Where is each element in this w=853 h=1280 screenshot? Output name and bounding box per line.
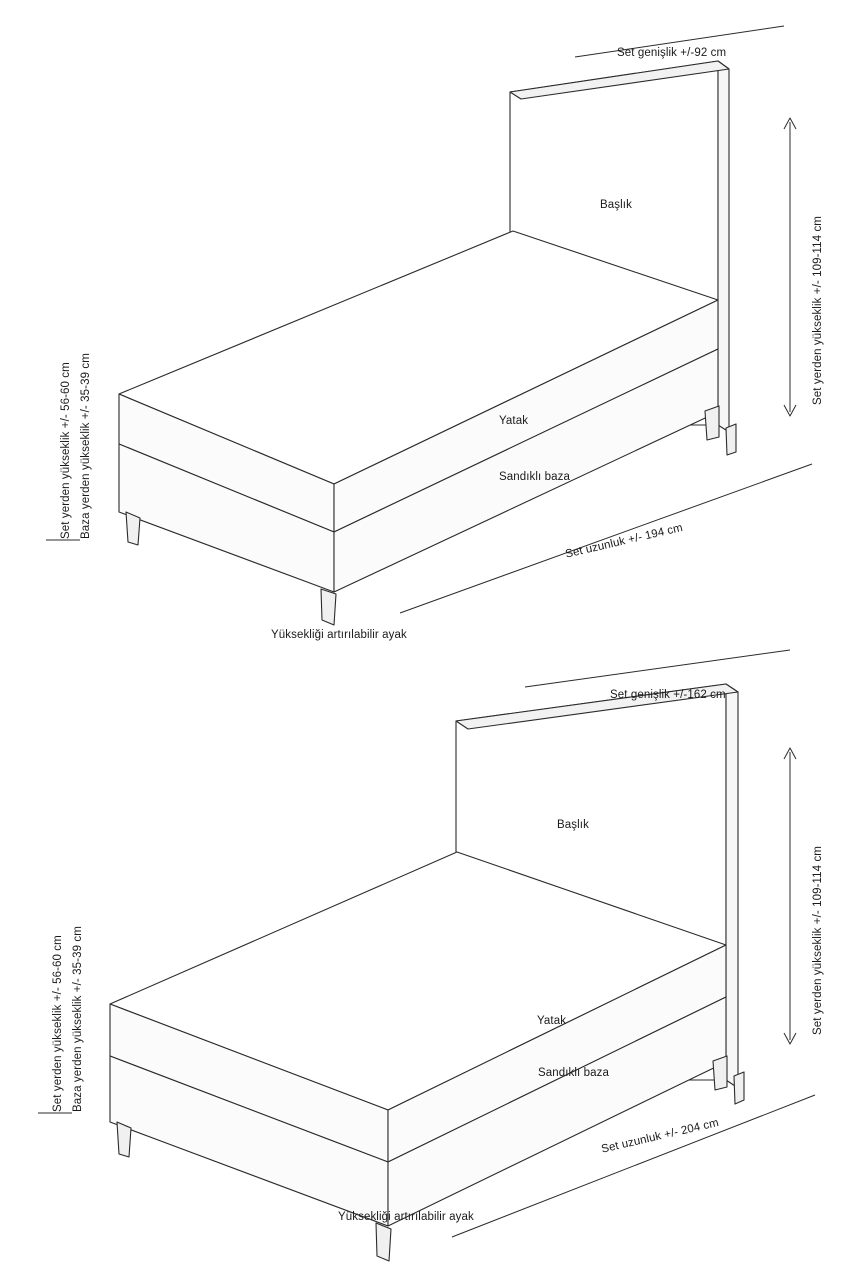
label-adjustable-foot: Yüksekliği artırılabilir ayak bbox=[271, 629, 407, 641]
label-set-width: Set genişlik +/-162 cm bbox=[610, 689, 726, 701]
leg-back-right bbox=[726, 424, 736, 455]
leg-right bbox=[705, 406, 719, 440]
leg-left bbox=[117, 1122, 131, 1157]
width-dimension-line bbox=[525, 650, 790, 687]
leg-front bbox=[321, 589, 336, 625]
leg-left bbox=[126, 512, 140, 545]
label-set-length: Set uzunluk +/- 194 cm bbox=[564, 521, 684, 561]
label-set-height: Set yerden yükseklik +/- 109-114 cm bbox=[812, 846, 824, 1035]
headboard-side bbox=[726, 684, 738, 1088]
label-base: Sandıklı baza bbox=[499, 471, 570, 483]
label-mattress: Yatak bbox=[499, 415, 529, 427]
label-set-height: Set yerden yükseklik +/- 109-114 cm bbox=[812, 216, 824, 405]
label-base-height-left: Baza yerden yükseklik +/- 35-39 cm bbox=[80, 353, 92, 539]
label-headboard: Başlık bbox=[557, 819, 589, 831]
label-mattress: Yatak bbox=[537, 1015, 567, 1027]
label-set-height-left: Set yerden yükseklik +/- 56-60 cm bbox=[60, 362, 72, 539]
label-headboard: Başlık bbox=[600, 199, 632, 211]
label-set-height-left: Set yerden yükseklik +/- 56-60 cm bbox=[52, 935, 64, 1112]
headboard-side bbox=[718, 61, 729, 432]
label-base: Sandıklı baza bbox=[538, 1067, 609, 1079]
double-bed-drawing bbox=[0, 640, 853, 1280]
double-bed-diagram bbox=[0, 640, 853, 1280]
label-set-length: Set uzunluk +/- 204 cm bbox=[600, 1116, 720, 1156]
label-adjustable-foot: Yüksekliği artırılabilir ayak bbox=[338, 1211, 474, 1223]
leg-right bbox=[713, 1056, 727, 1090]
label-set-width: Set genişlik +/-92 cm bbox=[617, 47, 727, 59]
label-base-height-left: Baza yerden yükseklik +/- 35-39 cm bbox=[72, 926, 84, 1112]
leg-front bbox=[376, 1223, 391, 1261]
leg-back-right bbox=[734, 1072, 744, 1104]
